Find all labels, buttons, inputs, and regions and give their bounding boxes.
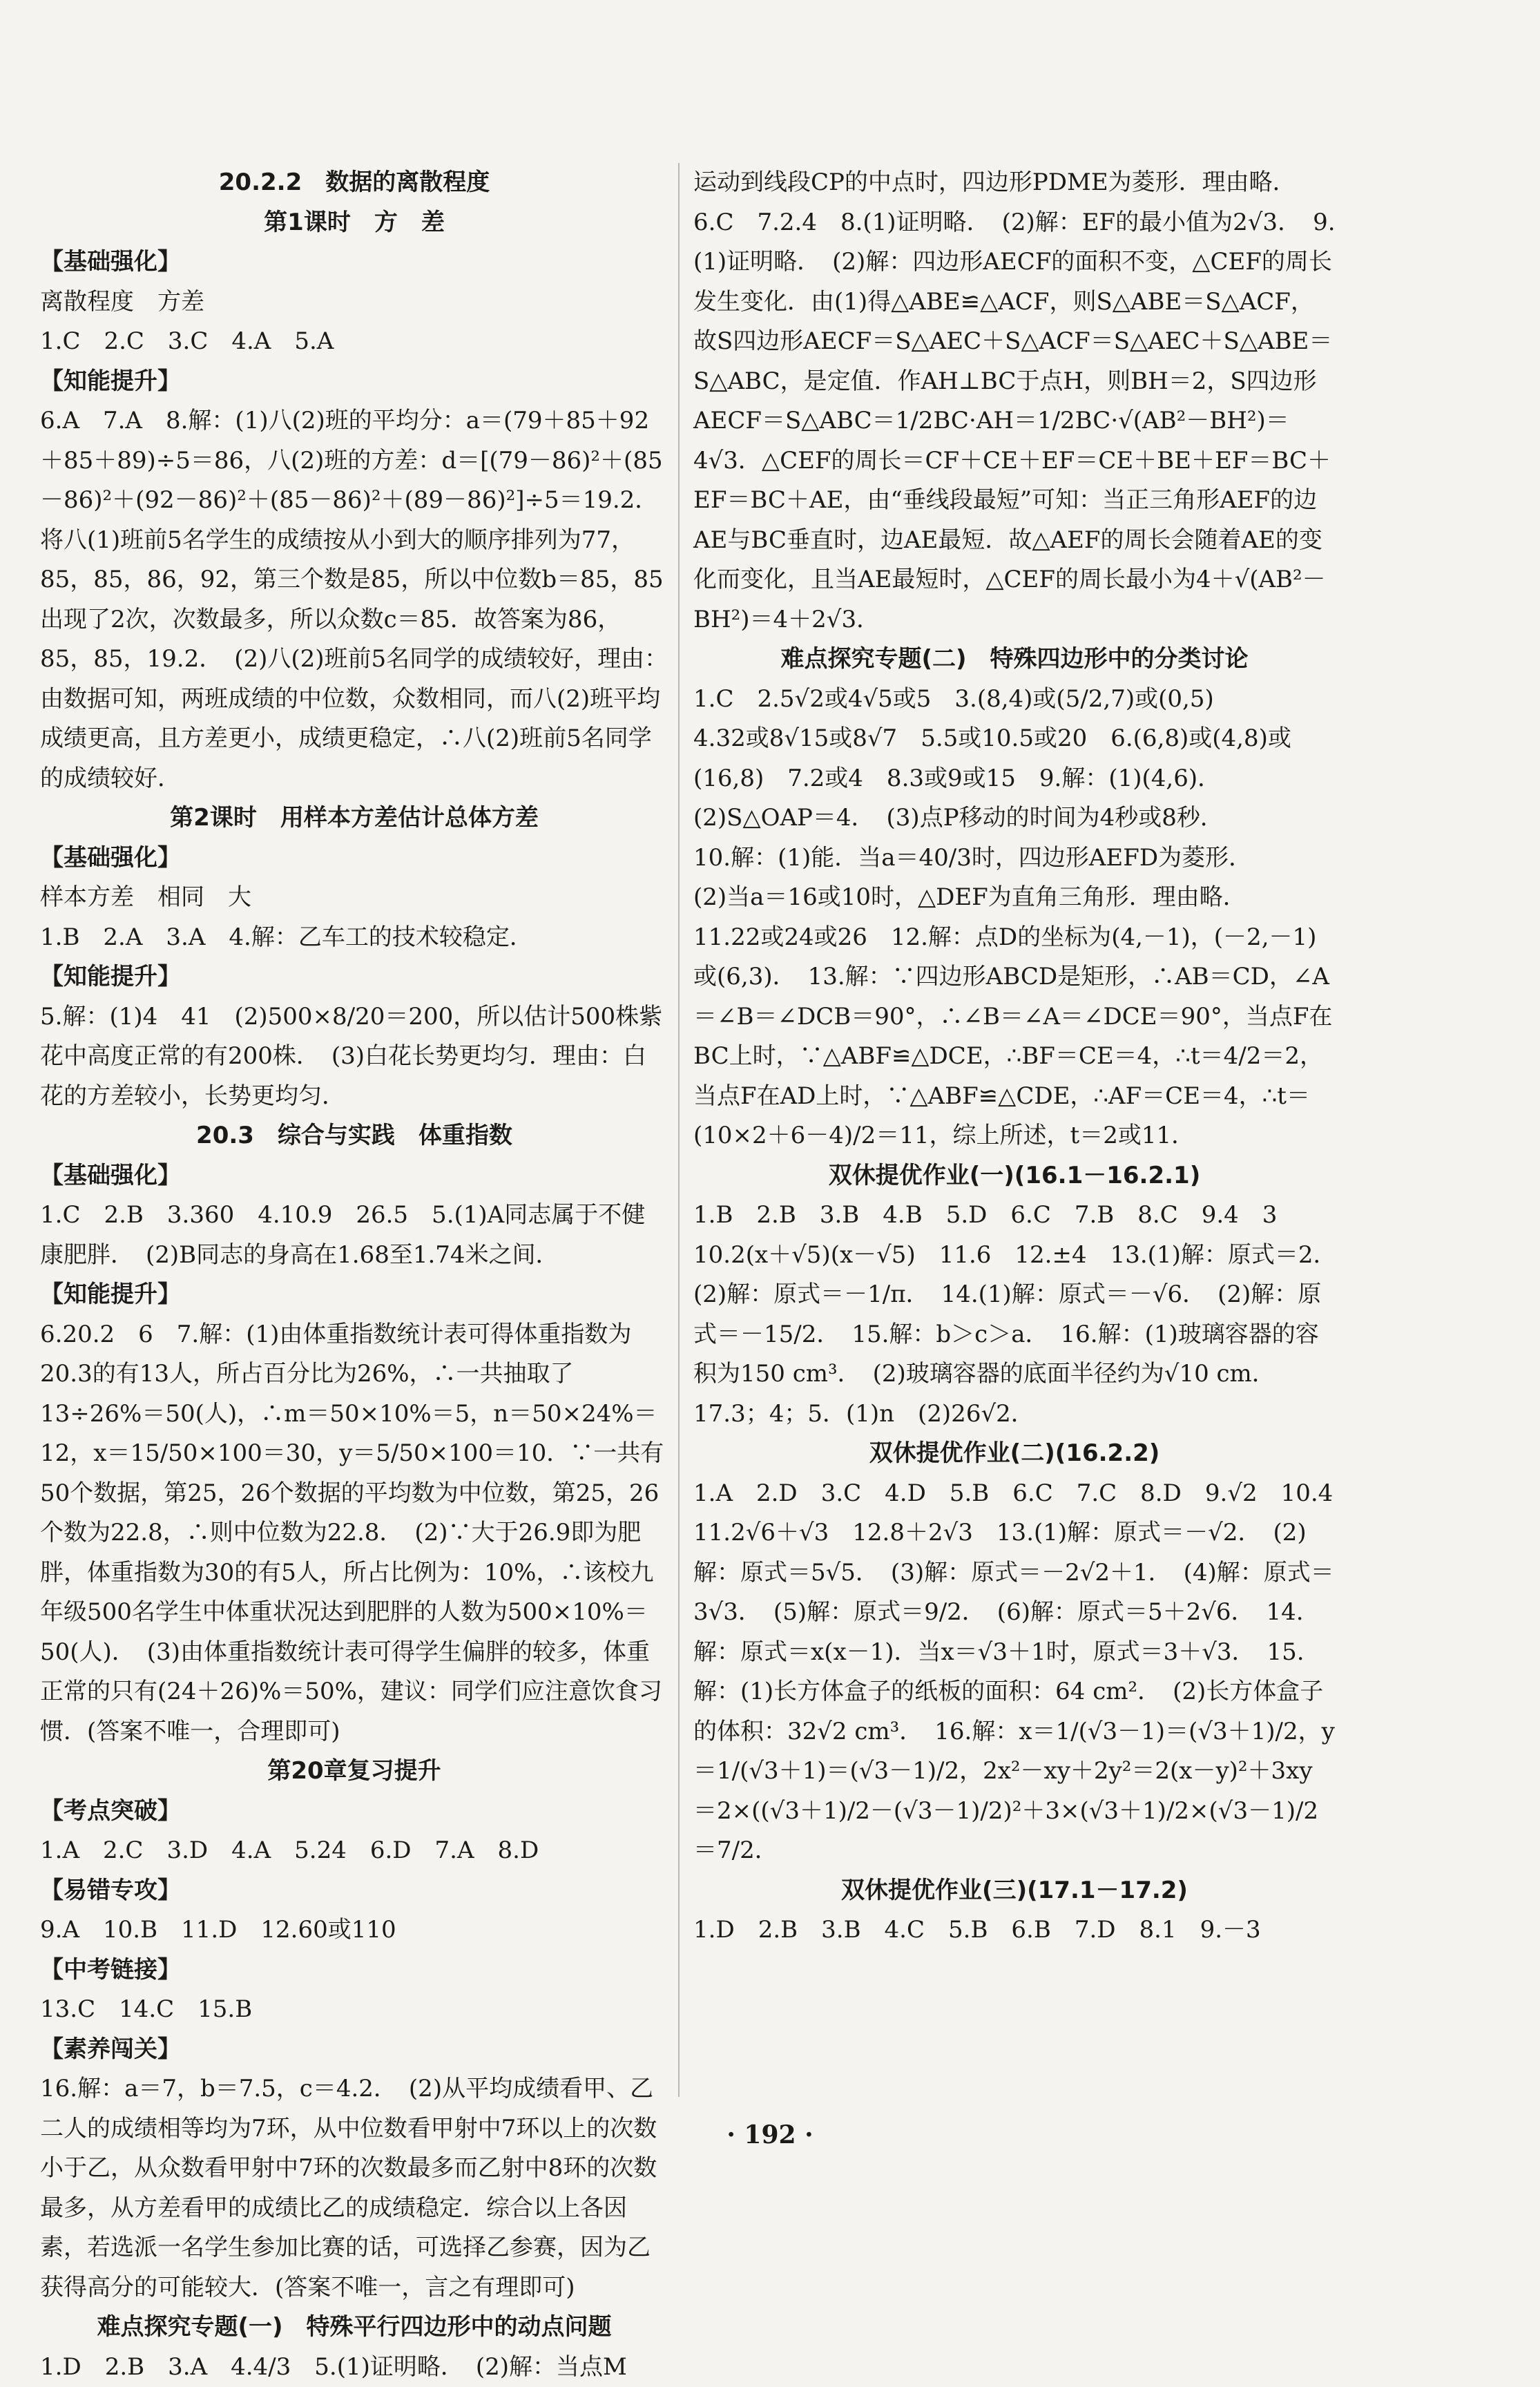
answer-text: 1.C 2.5√2或4√5或5 3.(8,4)或(5/2,7)或(0,5)	[693, 680, 1336, 720]
section-heading: 双休提优作业(二)(16.2.2)	[693, 1434, 1336, 1474]
section-heading: 双休提优作业(三)(17.1－17.2)	[693, 1871, 1336, 1911]
section-tag: 【考点突破】	[40, 1792, 668, 1832]
answer-text: 16.解：a＝7，b＝7.5，c＝4.2． (2)从平均成绩看甲、乙二人的成绩相等均为7环，从中位数看甲射中7环以上的次数小于乙，从众数看甲射中7环的次数最多而乙射中8环的次数最多，从方差看甲的成绩比乙的成绩稳定．综合以上各因素，若选派一名学生参加比赛的话，可选择乙参赛，因为乙获得高分的可能较大．(答案不唯一，言之有理即可)	[40, 2069, 668, 2308]
answer-text: 样本方差 相同 大	[40, 878, 668, 918]
answer-text: 6.A 7.A 8.解：(1)八(2)班的平均分：a＝(79＋85＋92＋85＋89)÷5＝86，八(2)班的方差：d＝[(79－86)²＋(85－86)²＋(92－86)²＋(85－86)²＋(89－86)²]÷5＝19.2．将八(1)班前5名学生的成绩按从小到大的顺序排列为77，85，85，86，92，第三个数是85，所以中位数b＝85，85出现了2次，次数最多，所以众数c＝85．故答案为86，85，85，19.2． (2)八(2)班前5名同学的成绩较好，理由：由数据可知，两班成绩的中位数，众数相同，而八(2)班平均成绩更高，且方差更小，成绩更稳定，∴八(2)班前5名同学的成绩较好．	[40, 401, 668, 798]
section-tag: 【易错专攻】	[40, 1871, 668, 1911]
answer-text: 10.解：(1)能．当a＝40/3时，四边形AEFD为菱形．	[693, 838, 1336, 879]
section-heading: 第2课时 用样本方差估计总体方差	[40, 798, 668, 838]
section-heading: 20.3 综合与实践 体重指数	[40, 1116, 668, 1156]
section-heading: 双休提优作业(一)(16.1－16.2.1)	[693, 1156, 1336, 1196]
right-column	[693, 163, 1336, 1950]
section-heading: 难点探究专题(二) 特殊四边形中的分类讨论	[693, 640, 1336, 680]
column-divider	[678, 163, 680, 2097]
section-heading: 20.2.2 数据的离散程度	[40, 163, 668, 203]
answer-text: 11.22或24或26 12.解：点D的坐标为(4,－1)，(－2,－1)或(6,3)． 13.解：∵四边形ABCD是矩形，∴AB＝CD，∠A＝∠B＝∠DCB＝90°，∴∠B＝∠A＝∠DCE＝90°，当点F在BC上时，∵△ABF≌△DCE，∴BF＝CE＝4，∴t＝4/2＝2，当点F在AD上时，∵△ABF≌△CDE，∴AF＝CE＝4，∴t＝(10×2＋6－4)/2＝11，综上所述，t＝2或11．	[693, 918, 1336, 1156]
section-tag: 【素养闯关】	[40, 2030, 668, 2070]
section-heading: 第20章复习提升	[40, 1752, 668, 1792]
page-number: · 192 ·	[0, 2120, 1540, 2149]
answer-text: 1.A 2.C 3.D 4.A 5.24 6.D 7.A 8.D	[40, 1831, 668, 1871]
section-tag: 【中考链接】	[40, 1950, 668, 1991]
answer-text: 1.A 2.D 3.C 4.D 5.B 6.C 7.C 8.D 9.√2 10.4 11.2√6＋√3 12.8＋2√3 13.(1)解：原式＝－√2． (2)解：原式＝5√5． (3)解：原式＝－2√2＋1． (4)解：原式＝3√3． (5)解：原式＝9/2． (6)解：原式＝5＋2√6． 14.解：原式＝x(x－1)．当x＝√3＋1时，原式＝3＋√3． 15.解：(1)长方体盒子的纸板的面积：64 cm²． (2)长方体盒子的体积：32√2 cm³． 16.解：x＝1/(√3－1)＝(√3＋1)/2，y＝1/(√3＋1)＝(√3－1)/2，2x²－xy＋2y²＝2(x－y)²＋3xy＝2×((√3＋1)/2－(√3－1)/2)²＋3×(√3＋1)/2×(√3－1)/2＝7/2．	[693, 1474, 1336, 1871]
answer-text: 9.A 10.B 11.D 12.60或110	[40, 1910, 668, 1950]
answer-text: (2)当a＝16或10时，△DEF为直角三角形．理由略．	[693, 878, 1336, 918]
answer-text: 13.C 14.C 15.B	[40, 1990, 668, 2030]
section-heading: 难点探究专题(一) 特殊平行四边形中的动点问题	[40, 2308, 668, 2348]
answer-text: 4.32或8√15或8√7 5.5或10.5或20 6.(6,8)或(4,8)或(16,8) 7.2或4 8.3或9或15 9.解：(1)(4,6)． (2)S△OAP＝4． (3)点P移动的时间为4秒或8秒．	[693, 719, 1336, 838]
answer-text: 6.C 7.2.4 8.(1)证明略． (2)解：EF的最小值为2√3． 9.(1)证明略． (2)解：四边形AECF的面积不变，△CEF的周长发生变化．由(1)得△ABE≌△ACF，则S△ABE＝S△ACF，故S四边形AECF＝S△AEC＋S△ACF＝S△AEC＋S△ABE＝S△ABC，是定值．作AH⊥BC于点H，则BH＝2，S四边形AECF＝S△ABC＝1/2BC·AH＝1/2BC·√(AB²－BH²)＝4√3．△CEF的周长＝CF＋CE＋EF＝CE＋BE＋EF＝BC＋EF＝BC＋AE，由“垂线段最短”可知：当正三角形AEF的边AE与BC垂直时，边AE最短．故△AEF的周长会随着AE的变化而变化，且当AE最短时，△CEF的周长最小为4＋√(AB²－BH²)＝4＋2√3．	[693, 203, 1336, 640]
answer-text: 1.D 2.B 3.A 4.4/3 5.(1)证明略． (2)解：当点M	[40, 2348, 668, 2387]
section-tag: 【知能提升】	[40, 1275, 668, 1315]
answer-text: 5.解：(1)4 41 (2)500×8/20＝200，所以估计500株紫花中高度正常的有200株． (3)白花长势更均匀．理由：白花的方差较小，长势更均匀．	[40, 997, 668, 1117]
section-tag: 【基础强化】	[40, 838, 668, 879]
answer-text: 1.C 2.B 3.360 4.10.9 26.5 5.(1)A同志属于不健康肥胖． (2)B同志的身高在1.68至1.74米之间．	[40, 1196, 668, 1275]
section-tag: 【知能提升】	[40, 362, 668, 402]
answer-text: 1.B 2.A 3.A 4.解：乙车工的技术较稳定．	[40, 918, 668, 958]
answer-text: 1.D 2.B 3.B 4.C 5.B 6.B 7.D 8.1 9.－3	[693, 1910, 1336, 1950]
answer-text: 离散程度 方差	[40, 282, 668, 323]
section-tag: 【基础强化】	[40, 1156, 668, 1196]
section-tag: 【知能提升】	[40, 957, 668, 997]
answer-text: 1.C 2.C 3.C 4.A 5.A	[40, 322, 668, 362]
section-heading: 第1课时 方 差	[40, 203, 668, 243]
answer-text: 1.B 2.B 3.B 4.B 5.D 6.C 7.B 8.C 9.4 3 10.2(x＋√5)(x－√5) 11.6 12.±4 13.(1)解：原式＝2． (2)解：原式＝－1/π． 14.(1)解：原式＝－√6． (2)解：原式＝－15/2． 15.解：b＞c＞a． 16.解：(1)玻璃容器的容积为150 cm³． (2)玻璃容器的底面半径约为√10 cm． 17.3；4；5．(1)n (2)26√2．	[693, 1196, 1336, 1434]
left-column	[40, 163, 668, 2387]
section-tag: 【基础强化】	[40, 242, 668, 282]
answer-text: 运动到线段CP的中点时，四边形PDME为菱形．理由略．	[693, 163, 1336, 203]
answer-text: 6.20.2 6 7.解：(1)由体重指数统计表可得体重指数为20.3的有13人，所占百分比为26%，∴一共抽取了13÷26%＝50(人)，∴m＝50×10%＝5，n＝50×24%＝12，x＝15/50×100＝30，y＝5/50×100＝10．∵一共有50个数据，第25，26个数据的平均数为中位数，第25，26个数为22.8，∴则中位数为22.8． (2)∵大于26.9即为肥胖，体重指数为30的有5人，所占比例为：10%，∴该校九年级500名学生中体重状况达到肥胖的人数为500×10%＝50(人)． (3)由体重指数统计表可得学生偏胖的较多，体重正常的只有(24＋26)%＝50%，建议：同学们应注意饮食习惯．(答案不唯一，合理即可)	[40, 1315, 668, 1752]
